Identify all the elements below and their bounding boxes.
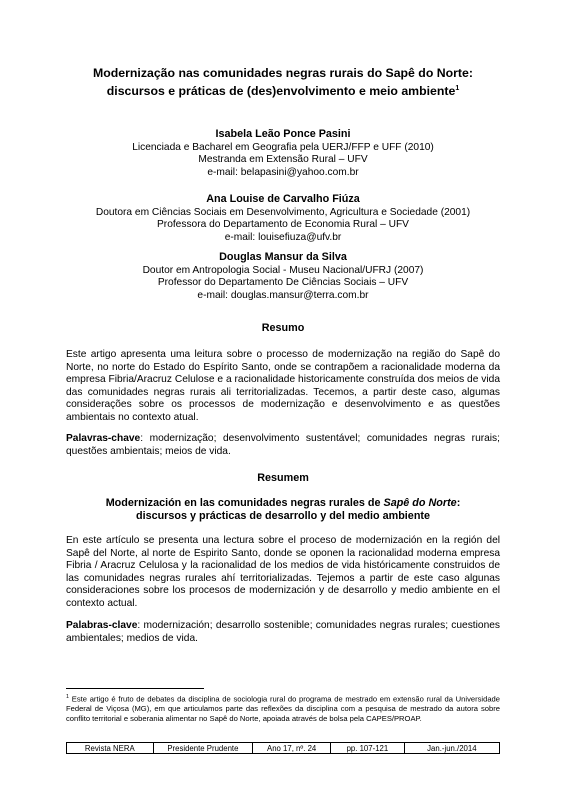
author-name: Douglas Mansur da Silva — [219, 251, 347, 263]
resumem-text: En este artículo se presenta una lectura sobre el proceso de modernización en la región del Sapê del Norte, al norte de Espirito Santo, donde se oponen la racionalidad moderna empresa Fibria / Aracruz Celulosa y la racionalidad de los medios de vida históricamente construidos de las comunidades negras rurales ahí territorializadas. Tejemos a partir de este caso algunas consideraciones sobre los procesos de modernización y de desarrollo y medio ambiente en el contexto actual. — [66, 535, 500, 609]
keywords-label: Palabras-clave — [66, 620, 138, 631]
resumem-keywords — [66, 620, 500, 645]
keywords-label: Palavras-chave — [66, 433, 141, 444]
author-name: Isabela Leão Ponce Pasini — [215, 128, 351, 140]
footnote-mark: 1 — [66, 694, 70, 700]
footer-journal: Revista NERA — [67, 743, 154, 754]
author-affiliation: Professor do Departamento De Ciências Sociais – UFV — [157, 277, 409, 289]
author-block-1 — [66, 128, 500, 179]
title-line-2: discursos e práticas de (des)envolvimento e meio ambiente$^1$ — [106, 84, 460, 99]
footer-volume: Ano 17, nº. 24 — [253, 743, 331, 754]
spanish-title-line-2: discursos y prácticas de desarrollo y del medio ambiente — [135, 510, 431, 522]
resumem-heading: Resumem — [257, 472, 309, 484]
title-line-1: Modernização nas comunidades negras rurais do Sapê do Norte: — [93, 66, 473, 80]
resumo-text: Este artigo apresenta uma leitura sobre o processo de modernização na região do Sapê do Norte, no norte do Estado do Espírito Santo, onde se contrapõem a racionalidade moderna da empresa Fibria/Aracruz Celulose e a racionalidade historicamente construída dos meios de vida das comunidades negras rurais ali territorializadas. Tecemos, a partir deste caso, algumas considerações sobre os processos de modernização e desenvolvimento e as questões ambientais no contexto atual. — [66, 349, 500, 423]
author-name: Ana Louise de Carvalho Fiúza — [206, 193, 360, 205]
author-affiliation: Doutor em Antropologia Social - Museu Nacional/UFRJ (2007) — [142, 264, 424, 276]
footer-date: Jan.-jun./2014 — [404, 743, 499, 754]
author-block-2 — [66, 193, 500, 244]
author-email: e-mail: douglas.mansur@terra.com.br — [197, 289, 369, 301]
keywords-value: : modernização; desenvolvimento sustentável; comunidades negras rurais; questões ambientais; meios de vida. — [66, 433, 500, 457]
footnote: $^1$ Este artigo é fruto de debates da disciplina de sociologia rural do programa de mestrado em extensão rural da Universidade Federal de Viçosa (MG), em que articulamos parte das reflexões da disciplina com a pesquisa de mestrado da autora sobre conflito territorial e soberania alimentar no Sapê do Norte, apoiada através de bolsa pela CAPES/PROAP. — [66, 694, 500, 723]
journal-footer — [66, 742, 500, 754]
footer-city: Presidente Prudente — [153, 743, 253, 754]
footer-pages: pp. 107-121 — [331, 743, 405, 754]
footnote-divider — [66, 688, 204, 689]
spanish-title-line-1: Modernización en las comunidades negras rurales de Sapê do Norte: — [105, 497, 461, 509]
author-affiliation: Doutora em Ciências Sociais em Desenvolvimento, Agricultura e Sociedade (2001) — [95, 206, 471, 218]
title-footnote-mark[interactable]: 1 — [455, 85, 460, 92]
author-email: e-mail: belapasini@yahoo.com.br — [207, 166, 359, 178]
article-title — [66, 66, 500, 99]
author-affiliation: Licenciada e Bacharel em Geografia pela UERJ/FFP e UFF (2010) — [132, 141, 434, 153]
resumo-keywords — [66, 433, 500, 458]
spanish-title — [66, 497, 500, 523]
author-affiliation: Mestranda em Extensão Rural – UFV — [198, 154, 368, 166]
author-affiliation: Professora do Departamento de Economia Rural – UFV — [157, 219, 409, 231]
author-email: e-mail: louisefiuza@ufv.br — [224, 231, 342, 243]
resumo-heading: Resumo — [261, 322, 305, 334]
author-block-3 — [66, 251, 500, 302]
keywords-value: : modernización; desarrollo sostenible; comunidades negras rurales; cuestiones ambientales; medios de vida. — [66, 620, 500, 644]
